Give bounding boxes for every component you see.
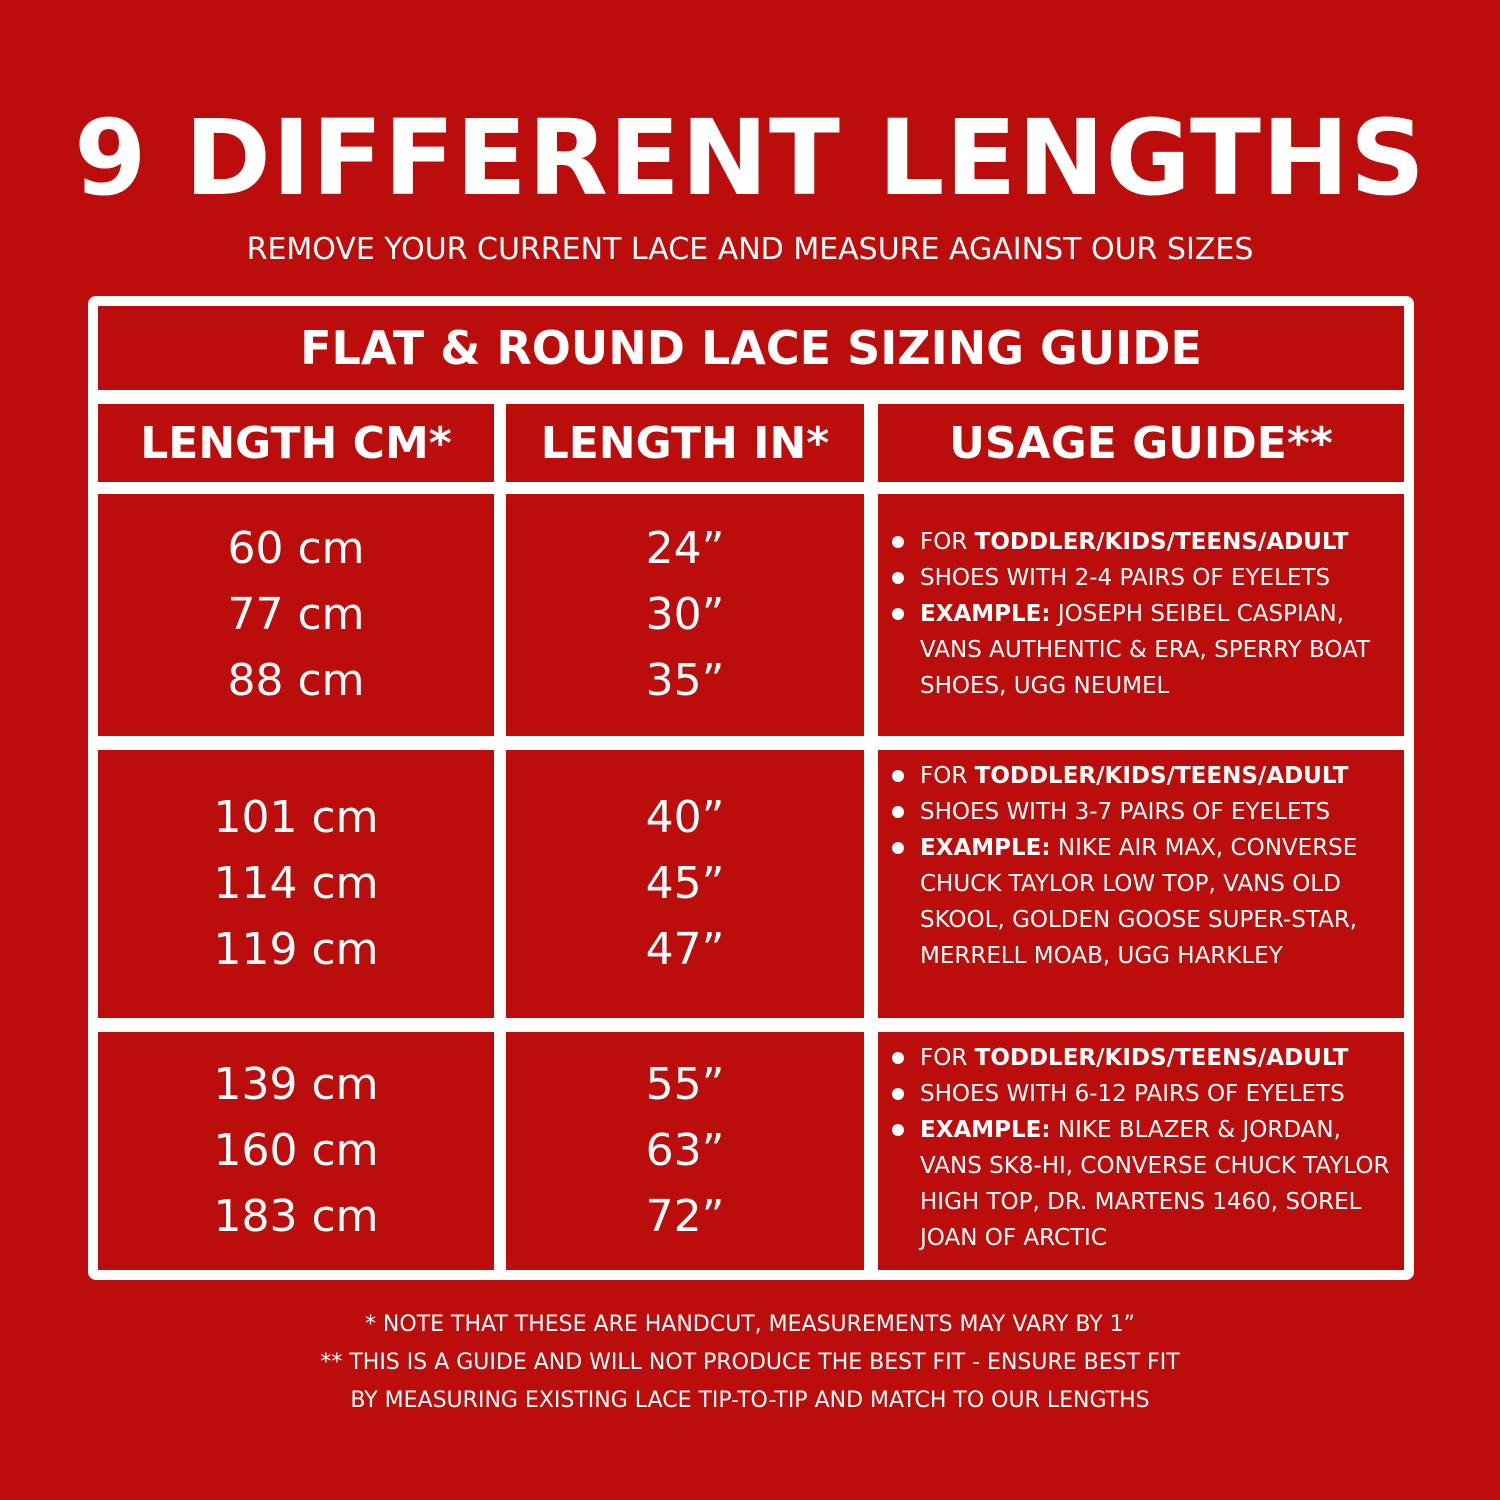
- length-cm-value: 183 cm: [213, 1191, 379, 1242]
- usage-text: FOR: [920, 1045, 975, 1071]
- usage-list: [892, 524, 1396, 704]
- bullet-icon: [892, 608, 904, 620]
- list-item: [892, 1040, 1396, 1076]
- usage-list: [892, 1040, 1396, 1256]
- column-header-length-cm: LENGTH CM*: [98, 404, 494, 482]
- usage-text: JOSEPH SEIBEL CASPIAN, VANS AUTHENTIC & ERA, SPERRY BOAT SHOES, UGG NEUMEL: [920, 601, 1371, 699]
- list-item: [892, 1076, 1396, 1112]
- table-row-cm-cell: [98, 1032, 494, 1270]
- length-in-value: 45”: [645, 858, 725, 909]
- column-header-length-in: LENGTH IN*: [506, 404, 864, 482]
- usage-text: SHOES WITH 2-4 PAIRS OF EYELETS: [920, 565, 1331, 591]
- footnotes: [0, 1306, 1500, 1420]
- length-in-value: 35”: [645, 655, 725, 706]
- usage-bold-text: TODDLER/KIDS/TEENS/ADULT: [974, 1045, 1349, 1071]
- bullet-icon: [892, 1124, 904, 1136]
- list-item: [892, 794, 1396, 830]
- table-row-cm-cell: [98, 750, 494, 1018]
- list-item: [892, 758, 1396, 794]
- length-cm-value: 160 cm: [213, 1125, 379, 1176]
- length-in-value: 55”: [645, 1059, 725, 1110]
- usage-text: SHOES WITH 6-12 PAIRS OF EYELETS: [920, 1081, 1345, 1107]
- bullet-icon: [892, 806, 904, 818]
- usage-text: NIKE BLAZER & JORDAN, VANS SK8-HI, CONVERSE CHUCK TAYLOR HIGH TOP, DR. MARTENS 1460, SOREL JOAN OF ARCTIC: [920, 1117, 1390, 1251]
- bullet-icon: [892, 1088, 904, 1100]
- bullet-icon: [892, 572, 904, 584]
- length-cm-value: 139 cm: [213, 1059, 379, 1110]
- length-in-value: 24”: [645, 523, 725, 574]
- length-cm-value: 119 cm: [213, 924, 379, 975]
- footnote-guide: ** THIS IS A GUIDE AND WILL NOT PRODUCE THE BEST FIT - ENSURE BEST FIT: [320, 1350, 1180, 1375]
- bullet-icon: [892, 536, 904, 548]
- length-in-value: 30”: [645, 589, 725, 640]
- list-item: [892, 1112, 1396, 1256]
- usage-text: FOR: [920, 529, 975, 555]
- sizing-guide-title: FLAT & ROUND LACE SIZING GUIDE: [98, 306, 1404, 390]
- table-row-in-cell: [506, 494, 864, 736]
- list-item: [892, 524, 1396, 560]
- length-cm-value: 88 cm: [227, 655, 365, 706]
- usage-bold-text: EXAMPLE:: [920, 1117, 1051, 1143]
- length-cm-value: 60 cm: [227, 523, 365, 574]
- bullet-icon: [892, 1052, 904, 1064]
- usage-bold-text: TODDLER/KIDS/TEENS/ADULT: [974, 529, 1349, 555]
- table-row-in-cell: [506, 1032, 864, 1270]
- bullet-icon: [892, 770, 904, 782]
- usage-bold-text: EXAMPLE:: [920, 835, 1051, 861]
- table-row-cm-cell: [98, 494, 494, 736]
- length-in-value: 47”: [645, 924, 725, 975]
- length-in-value: 40”: [645, 792, 725, 843]
- usage-text: NIKE AIR MAX, CONVERSE CHUCK TAYLOR LOW TOP, VANS OLD SKOOL, GOLDEN GOOSE SUPER-STAR, MERRELL MOAB, UGG HARKLEY: [920, 835, 1358, 969]
- sizing-table: [88, 296, 1414, 1280]
- length-in-value: 72”: [645, 1191, 725, 1242]
- page-title: 9 DIFFERENT LENGTHS: [74, 97, 1426, 219]
- length-cm-value: 77 cm: [227, 589, 365, 640]
- table-row-usage-cell: [878, 494, 1404, 736]
- length-cm-value: 101 cm: [213, 792, 379, 843]
- usage-text: FOR: [920, 763, 975, 789]
- usage-bold-text: TODDLER/KIDS/TEENS/ADULT: [974, 763, 1349, 789]
- length-in-value: 63”: [645, 1125, 725, 1176]
- usage-list: [892, 758, 1396, 974]
- bullet-icon: [892, 842, 904, 854]
- list-item: [892, 596, 1396, 704]
- table-row-usage-cell: [878, 1032, 1404, 1270]
- usage-text: SHOES WITH 3-7 PAIRS OF EYELETS: [920, 799, 1331, 825]
- column-header-usage-guide: USAGE GUIDE**: [878, 404, 1404, 482]
- usage-bold-text: EXAMPLE:: [920, 601, 1051, 627]
- list-item: [892, 830, 1396, 974]
- table-row-usage-cell: [878, 750, 1404, 1018]
- list-item: [892, 560, 1396, 596]
- page-subtitle: REMOVE YOUR CURRENT LACE AND MEASURE AGAINST OUR SIZES: [246, 232, 1254, 267]
- footnote-handcut: * NOTE THAT THESE ARE HANDCUT, MEASUREMENTS MAY VARY BY 1”: [364, 1312, 1136, 1337]
- footnote-guide-continued: BY MEASURING EXISTING LACE TIP-TO-TIP AND MATCH TO OUR LENGTHS: [350, 1388, 1150, 1413]
- length-cm-value: 114 cm: [213, 858, 379, 909]
- table-row-in-cell: [506, 750, 864, 1018]
